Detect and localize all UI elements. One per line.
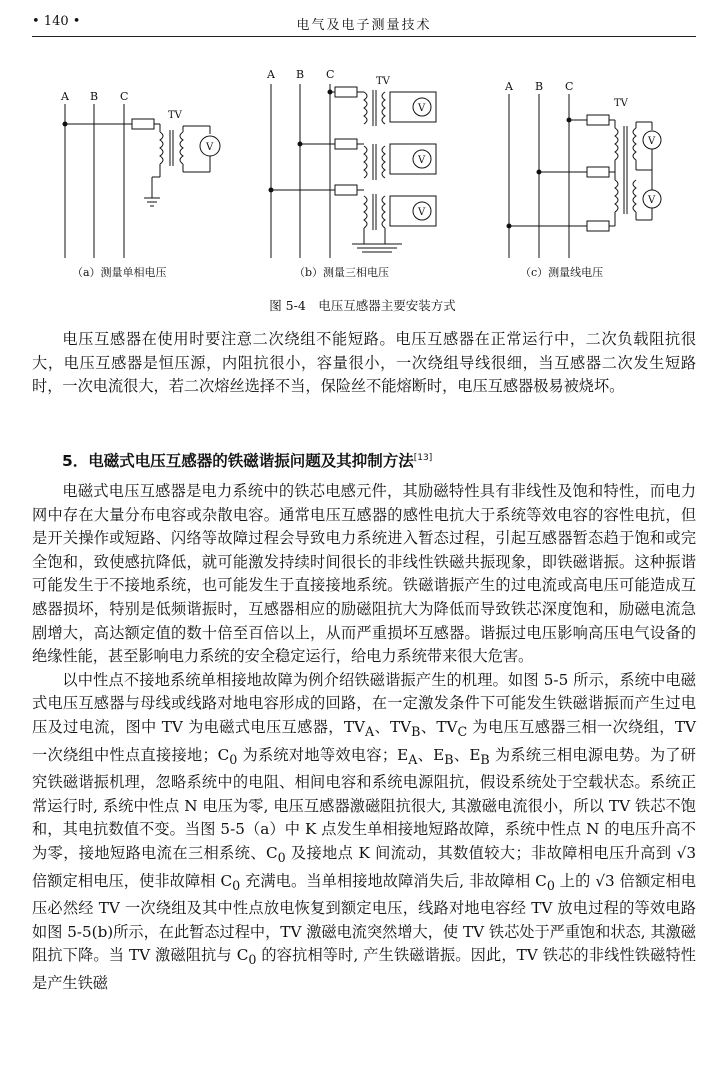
label-c-phase-a: A	[505, 80, 513, 93]
voltmeter-a: V	[206, 142, 214, 153]
voltmeter-b3: V	[418, 207, 426, 218]
voltmeter-c2: V	[648, 195, 656, 206]
diagram-a	[60, 90, 220, 258]
label-c-tv: TV	[614, 98, 628, 109]
label-a-tv: TV	[168, 110, 182, 121]
voltmeter-b1: V	[418, 103, 426, 114]
paragraph-2: 电磁式电压互感器是电力系统中的铁芯电感元件，其励磁特性具有非线性及饱和特性，而电力网中存在大量分布电容或杂散电容。通常电压互感器的感性电抗大于系统等效电容的容性电抗，但是开关操作或短路、闪络等故障过程会导致电力系统进入暂态过程，引起互感器暂态趋于饱和或完全饱和，致使感抗降低，就可能激发持续时间很长的非线性铁磁共振现象，即铁磁谐振。这种振谐可能发生于不接地系统，也可能发生于直接接地系统。铁磁谐振产生的过电流或高电压可能造成互感器损坏，特别是低频谐振时，互感器相应的励磁阻抗大为降低而导致铁芯深度饱和，励磁电流急剧增大，高达额定值的数十倍至百倍以上，从而严重损坏互感器。谐振过电压影响高压电气设备的绝缘性能，甚至影响电力系统的安全稳定运行，给电力系统带来很大危害。	[32, 482, 696, 666]
label-b-phase-b: B	[296, 68, 305, 81]
section-ref: [13]	[413, 452, 433, 463]
voltmeter-c1: V	[648, 136, 656, 147]
section-title: 5．电磁式电压互感器的铁磁谐振问题及其抑制方法	[62, 452, 414, 470]
circuit-diagrams	[32, 62, 696, 294]
figure-5-4	[32, 62, 696, 294]
paragraph-2-block	[32, 480, 696, 996]
label-c-phase-c: C	[565, 80, 574, 93]
voltmeter-b2: V	[418, 155, 426, 166]
paragraph-1: 电压互感器在使用时要注意二次绕组不能短路。电压互感器在正常运行中，二次负载阻抗很大，电压互感器是恒压源，内阻抗很小，容量很小，一次绕组导线很细，当互感器二次发生短路时，一次电流很大，若二次熔丝选择不当，保险丝不能熔断时，电压互感器极易被烧坏。	[32, 330, 696, 396]
paragraph-1-block	[32, 328, 696, 399]
label-c-phase-b: B	[535, 80, 544, 93]
subcaption-b: （b）测量三相电压	[294, 266, 390, 279]
figure-caption: 图 5-4 电压互感器主要安装方式	[269, 298, 456, 313]
subcaption-c: （c）测量线电压	[520, 266, 604, 279]
label-a-phase-a: A	[61, 90, 69, 103]
diagram-c	[504, 80, 661, 258]
section-heading	[62, 449, 432, 471]
paragraph-3: 以中性点不接地系统单相接地故障为例介绍铁磁谐振产生的机理。如图 5-5 所示，系统中电磁式电压互感器与母线或线路对地电容形成的回路，在一定激发条件下可能发生铁磁谐振而产生过电压及过电流，图中 TV 为电磁式电压互感器，$TV_A$、$TV_B$、$TV_C$ 为电压互感器三相一次绕组，TV 一次绕组中性点直接接地；$C_0$ 为系统对地等效电容；$E_A$、$E_B$、$E_B$ 为系统三相电源电势。为了研究铁磁谐振机理，忽略系统中的电阻、相间电容和系统电源阻抗，假设系统处于空载状态。系统正常运行时, 系统中性点 N 电压为零, 电压互感器激磁阻抗很大, 其激磁电流很小，所以 TV 铁芯不饱和，其电抗数值不变。当图 5-5（a）中 K 点发生单相接地短路故障，系统中性点 N 的电压升高不为零，接地短路电流在三相系统、$C_0$ 及接地点 K 间流动，其数值较大；非故障相电压升高到 √3 倍额定相电压，使非故障相 $C_0$ 充满电。当单相接地故障消失后, 非故障相 $C_0$ 上的 √3 倍额定相电压必然经 TV 一次绕组及其中性点放电恢复到额定电压，线路对地电容经 TV 放电过程的等效电路如图 5-5(b)所示，在此暂态过程中，TV 激磁电流突然增大，使 TV 铁芯处于严重饱和状态, 其激磁阻抗下降。当 TV 激磁阻抗与 $C_0$ 的容抗相等时, 产生铁磁谐振。因此，TV 铁芯的非线性铁磁特性是产生铁磁	[32, 670, 697, 993]
running-title: 电气及电子测量技术	[296, 18, 432, 33]
page-header	[32, 12, 696, 37]
label-b-phase-c: C	[326, 68, 335, 81]
subcaption-a: （a）测量单相电压	[72, 266, 167, 279]
label-a-phase-b: B	[90, 90, 99, 103]
label-a-phase-c: C	[120, 90, 129, 103]
label-b-phase-a: A	[267, 68, 275, 81]
page-number: • 140 •	[32, 14, 81, 29]
label-b-tv: TV	[376, 76, 390, 87]
diagram-b	[266, 68, 436, 258]
